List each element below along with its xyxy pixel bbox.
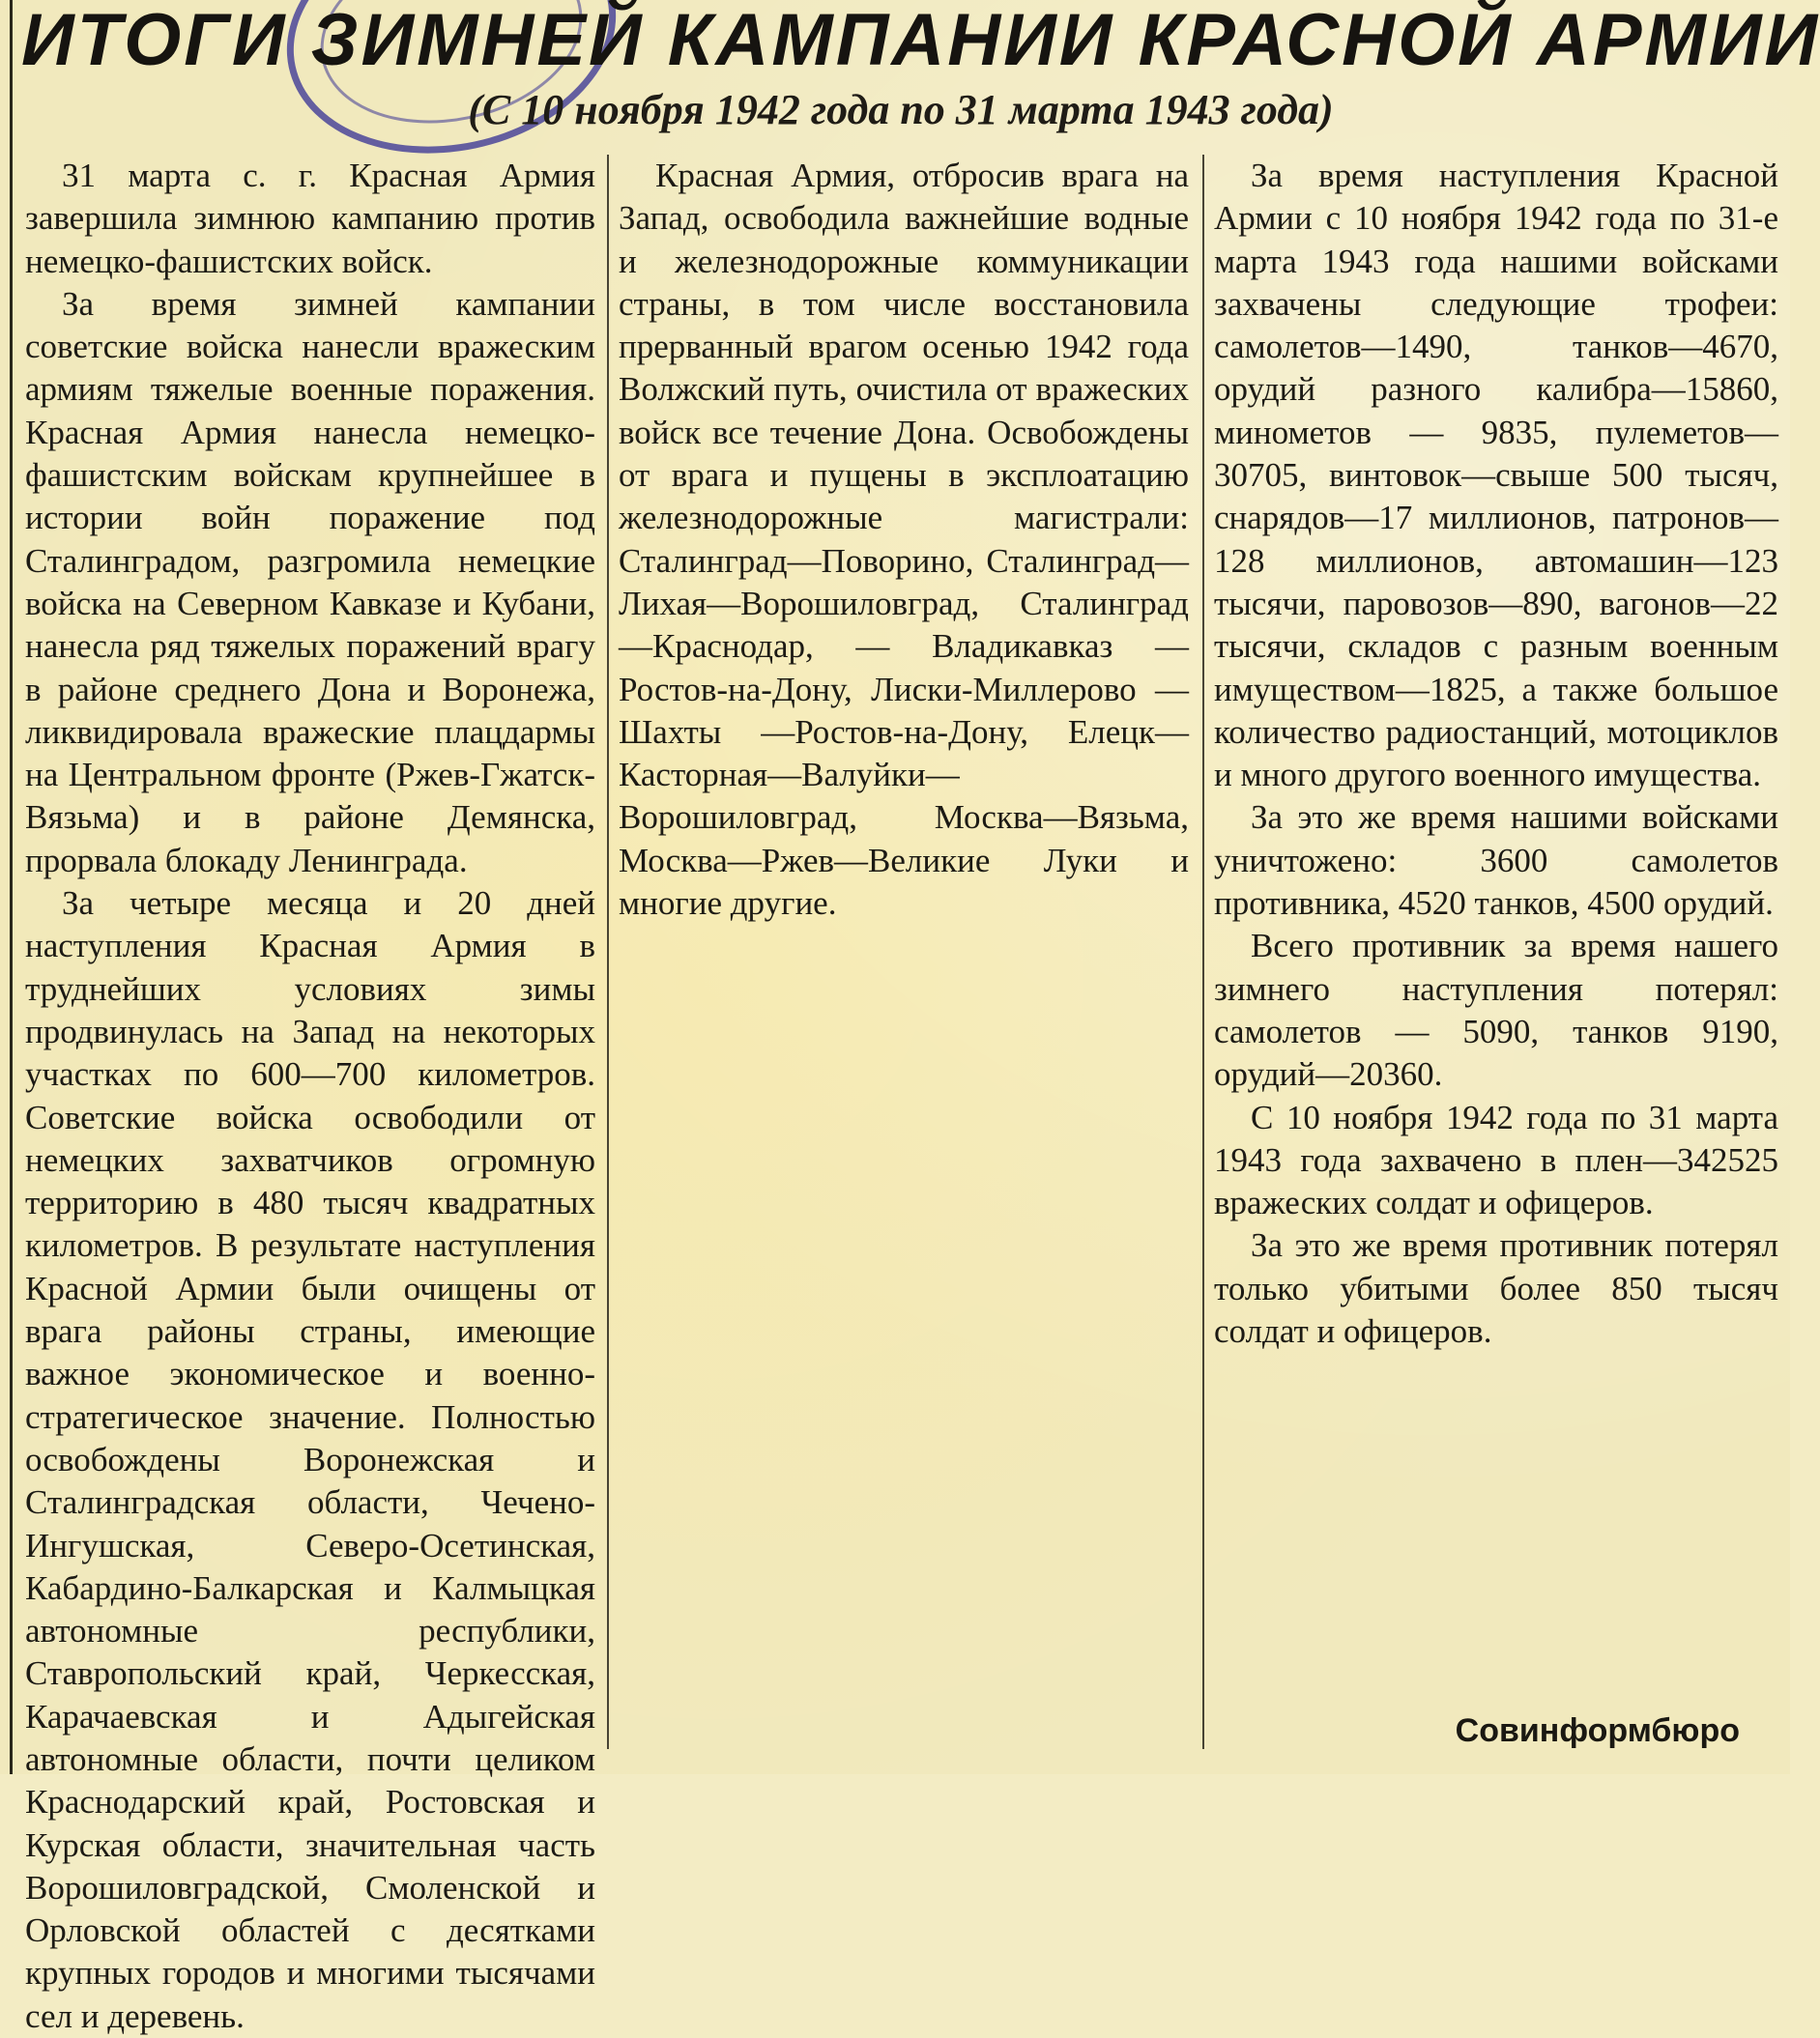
- text-column-1: [25, 155, 595, 2035]
- article-paragraph: За четыре месяца и 20 дней наступления Красная Армия в труднейших условиях зимы продвинулась на Запад на некоторых участках по 600—700 километров. Советские войска освободили от немецких захватчиков огромную территорию в 480 тысяч квадратных километров. В результате наступления Красной Армии были очищены от врага районы страны, имеющие важное экономическое и военно-стратегическое значение. Полностью освобождены Воронежская и Сталинградская области, Чечено-Ингушская, Северо-Осетинская, Кабардино-Балкарская и Калмыцкая автономные республики, Ставропольский край, Черкесская, Карачаевская и Адыгейская автономные области, почти целиком Краснодарский край, Ростовская и Курская области, значительная часть Ворошиловградской, Смоленской и Орловской областей с десятками крупных городов и многими тысячами сел и деревень.: [25, 884, 595, 2035]
- text-column-3: [1214, 155, 1778, 1739]
- article-paragraph: С 10 ноября 1942 года по 31 марта 1943 года захвачено в плен—342525 вражеских солдат и офицеров.: [1214, 1098, 1778, 1222]
- article-paragraph: За время наступления Красной Армии с 10 ноября 1942 года по 31-е марта 1943 года нашими войсками захвачены следующие трофеи: самолетов—1490, танков—4670, орудий разного калибра—15860, минометов — 9835, пулеметов—30705, винтовок—свыше 500 тысяч, снарядов—17 миллионов, патронов—128 миллионов, автомашин—123 тысячи, паровозов—890, вагонов—22 тысячи, складов с разным военным имуществом—1825, а также большое количество радиостанций, мотоциклов и много другого военного имущества.: [1214, 157, 1778, 794]
- article-paragraph: За время зимней кампании советские войска нанесли вражеским армиям тяжелые военные поражения. Красная Армия нанесла немецко-фашистским войскам крупнейшее в истории войн поражение под Сталинградом, разгромила немецкие войска на Северном Кавказе и Кубани, нанесла ряд тяжелых поражений врагу в районе среднего Дона и Воронежа, ликвидировала вражеские плацдармы на Центральном фронте (Ржев-Гжатск-Вязьма) и в районе Демянска, прорвала блокаду Ленинграда.: [25, 284, 595, 879]
- article-subheadline: (С 10 ноября 1942 года по 31 марта 1943 года): [468, 86, 1334, 133]
- column-divider: [1202, 155, 1204, 1749]
- article-paragraph: 31 марта с. г. Красная Армия завершила зимнюю кампанию против немецко-фашистских войск.: [25, 157, 595, 280]
- article-paragraph: За это же время противник потерял только убитыми более 850 тысяч солдат и офицеров.: [1214, 1226, 1778, 1351]
- text-column-2: [619, 155, 1189, 1739]
- article-headline: ИТОГИ ЗИМНЕЙ КАМПАНИИ КРАСНОЙ АРМИИ: [21, 0, 1820, 81]
- article-signature: Совинформбюро: [1455, 1712, 1740, 1749]
- article-paragraph: Всего противник за время нашего зимнего наступления потерял: самолетов — 5090, танков 9190, орудий—20360.: [1214, 927, 1778, 1094]
- column-divider: [607, 155, 609, 1749]
- left-border-rule: [10, 0, 13, 1774]
- article-paragraph: Красная Армия, отбросив врага на Запад, освободила важнейшие водные и железнодорожные коммуникации страны, в том числе восстановила прерванный врагом осенью 1942 года Волжский путь, очистила от вражеских войск все течение Дона. Освобождены от врага и пущены в эксплоатацию железнодорожные магистрали: Сталинград—Поворино, Сталинград—Лихая—Ворошиловград, Сталинград—Краснодар, — Владикавказ — Ростов-на-Дону, Лиски-Миллерово — Шахты —Ростов-на-Дону, Елецк—Касторная—Валуйки—Ворошиловград, Москва—Вязьма, Москва—Ржев—Великие Луки и многие другие.: [619, 157, 1189, 923]
- article-paragraph: За это же время нашими войсками уничтожено: 3600 самолетов противника, 4520 танков, 4500 орудий.: [1214, 798, 1778, 923]
